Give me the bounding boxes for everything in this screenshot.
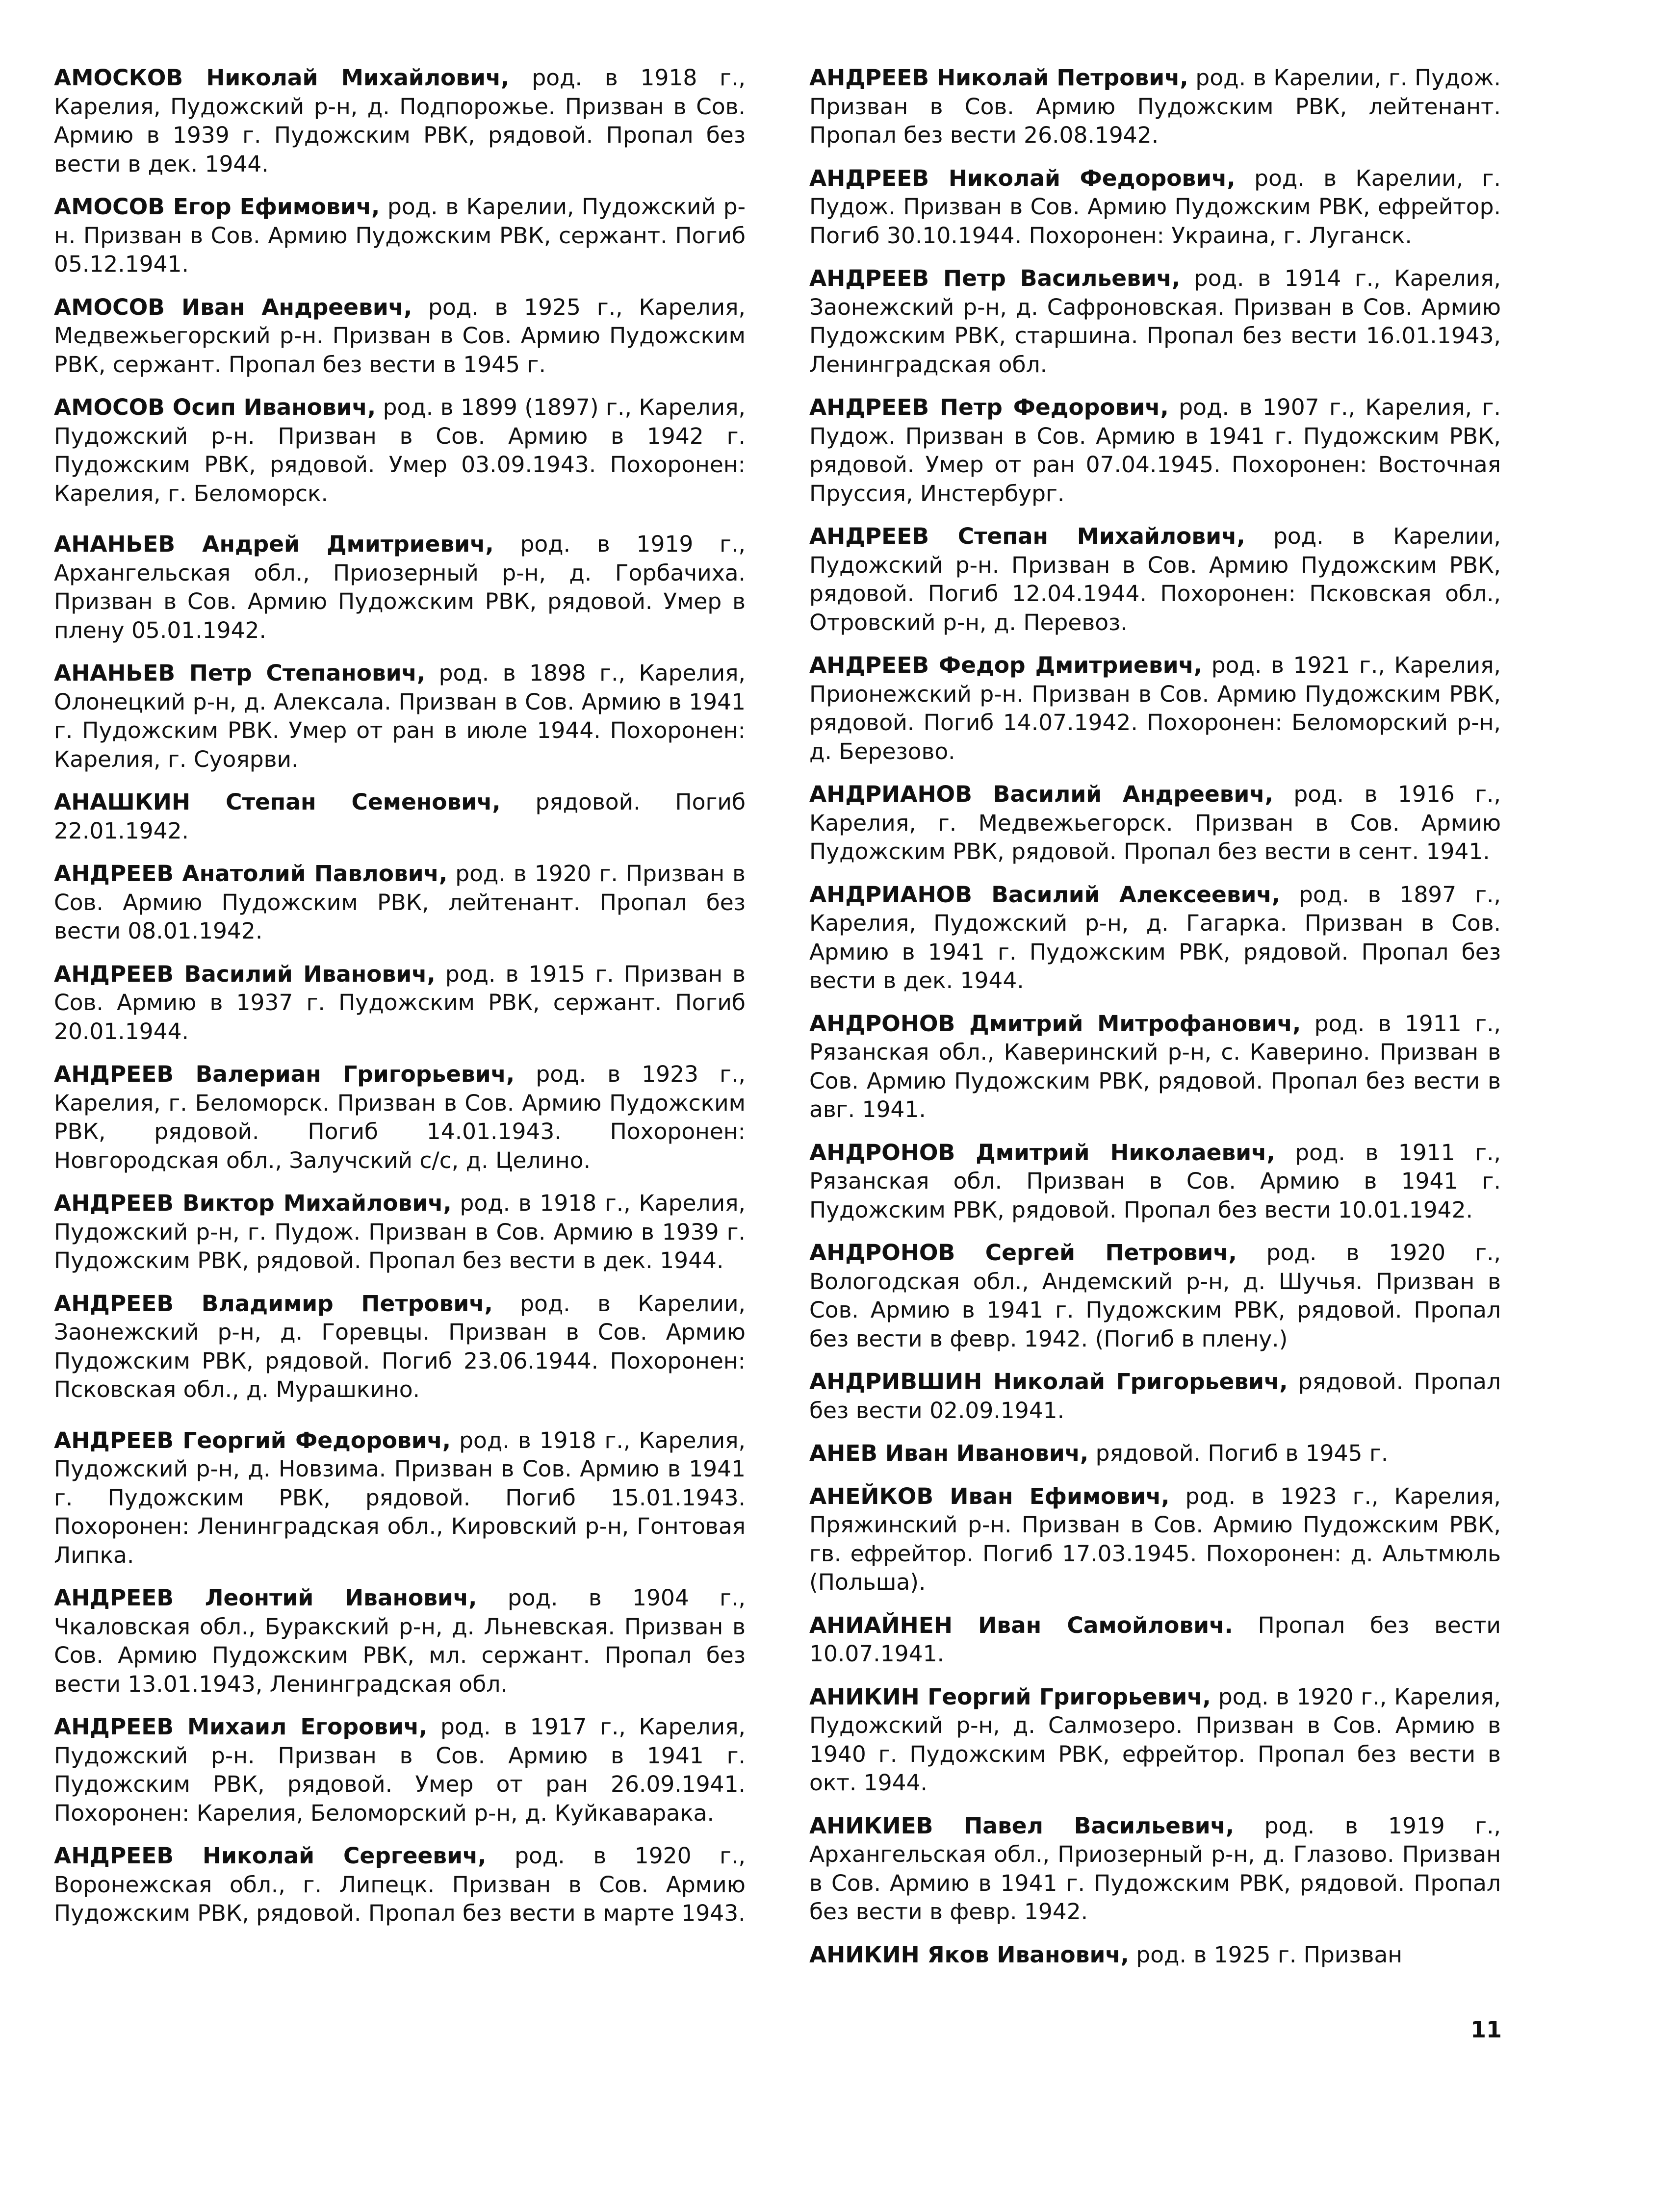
entry-text: Пропал без вести 10.07.1941. <box>809 1612 1501 1667</box>
entry-name: АНАНЬЕВ Петр Степанович, <box>54 660 426 686</box>
entry-name: АНЕЙКОВ Иван Ефимович, <box>809 1483 1170 1509</box>
entry-text: род. в 1918 г., Карелия, Пудожский р-н, г. Пудож. Призван в Сов. Армию в 1939 г. Пудожским РВК, рядовой. Пропал без вести в дек. 1944. <box>54 1190 746 1273</box>
entry-text: род. в Карелии, Пудожский р-н. Призван в Сов. Армию Пудожским РВК, рядовой. Погиб 12.04.1944. Похоронен: Псковская обл., Отровский р-н, д. Перевоз. <box>809 523 1501 636</box>
entry <box>809 1611 1501 1669</box>
entry-text: род. в 1919 г., Архангельская обл., Приозерный р-н, д. Глазово. Призван в Сов. Армию в 1941 г. Пудожским РВК, рядовой. Пропал без вести в февр. 1942. <box>809 1812 1501 1925</box>
entry <box>54 1060 746 1175</box>
entry <box>809 1683 1501 1798</box>
entry-name: АНДРЕЕВ Валериан Григорьевич, <box>54 1061 515 1087</box>
entry-text: род. в 1911 г., Рязанская обл., Каверинский р-н, с. Каверино. Призван в Сов. Армию Пудожским РВК, рядовой. Пропал без вести в авг. 1941. <box>809 1010 1501 1122</box>
entry <box>54 1290 746 1404</box>
entry-text: род. в 1918 г., Карелия, Пудожский р-н, д. Новзима. Призван в Сов. Армию в 1941 г. Пудожским РВК, рядовой. Погиб 15.01.1943. Похоронен: Ленинградская обл., Кировский р-н, Гонтовая Липка. <box>54 1427 746 1568</box>
entry-text: род. в 1920 г., Воронежская обл., г. Липецк. Призван в Сов. Армию Пудожским РВК, рядовой. Пропал без вести в марте 1943. <box>54 1843 746 1926</box>
entry-text: род. в 1925 г., Карелия, Медвежьегорский р-н. Призван в Сов. Армию Пудожским РВК, сержант. Пропал без вести в 1945 г. <box>54 294 746 378</box>
entry-text: род. в 1925 г. Призван <box>1129 1941 1403 1968</box>
entry-name: АНДРИВШИН Николай Григорьевич, <box>809 1369 1288 1395</box>
entry <box>809 1941 1501 1970</box>
entry <box>54 860 746 946</box>
entry <box>809 164 1501 251</box>
entry-text: род. в Карелии, г. Пудож. Призван в Сов. Армию Пудожским РВК, ефрейтор. Погиб 30.10.1944. Похоронен: Украина, г. Луганск. <box>809 165 1501 249</box>
entry-name: АНДРЕЕВ Михаил Егорович, <box>54 1714 428 1740</box>
entry-name: АНДРОНОВ Сергей Петрович, <box>809 1240 1237 1266</box>
entry-text: род. в 1898 г., Карелия, Олонецкий р-н, д. Алексала. Призван в Сов. Армию в 1941 г. Пудожским РВК. Умер от ран в июле 1944. Похоронен: Карелия, г. Суоярви. <box>54 660 746 772</box>
entry <box>54 960 746 1046</box>
entry-text: род. в 1914 г., Карелия, Заонежский р-н, д. Сафроновская. Призван в Сов. Армию Пудожским РВК, старшина. Пропал без вести 16.01.1943, Ленинградская обл. <box>809 265 1501 378</box>
entry <box>809 1139 1501 1225</box>
entry-name: АНИКИН Георгий Григорьевич, <box>809 1683 1211 1710</box>
entry <box>809 64 1501 150</box>
entry <box>54 193 746 279</box>
entry-text: род. в 1907 г., Карелия, г. Пудож. Призван в Сов. Армию в 1941 г. Пудожским РВК, рядовой. Умер от ран 07.04.1945. Похоронен: Восточная Пруссия, Инстербург. <box>809 394 1501 507</box>
entry-text: род. в 1915 г. Призван в Сов. Армию в 1937 г. Пудожским РВК, сержант. Погиб 20.01.1944. <box>54 961 746 1044</box>
entry-text: род. в 1923 г., Карелия, г. Беломорск. Призван в Сов. Армию Пудожским РВК, рядовой. Погиб 14.01.1943. Похоронен: Новгородская обл., Залучский с/с, д. Целино. <box>54 1061 746 1173</box>
entry-text: рядовой. Погиб 22.01.1942. <box>54 789 746 844</box>
entry <box>809 881 1501 995</box>
entry <box>809 264 1501 379</box>
entry <box>54 1713 746 1828</box>
entry-text: род. в 1899 (1897) г., Карелия, Пудожский р-н. Призван в Сов. Армию в 1942 г. Пудожским РВК, рядовой. Умер 03.09.1943. Похоронен: Карелия, г. Беломорск. <box>54 394 746 507</box>
entry <box>54 1189 746 1275</box>
entry-name: АНДРЕЕВ Петр Васильевич, <box>809 265 1181 291</box>
entry-name: АНЕВ Иван Иванович, <box>809 1440 1089 1466</box>
entry-text: род. в 1920 г., Вологодская обл., Андемский р-н, д. Шучья. Призван в Сов. Армию в 1941 г. Пудожским РВК, рядовой. Пропал без вести в февр. 1942. (Погиб в плену.) <box>809 1240 1501 1352</box>
entry <box>809 1482 1501 1597</box>
entry-name: АНАНЬЕВ Андрей Дмитриевич, <box>54 531 494 557</box>
entry-name: АНДРЕЕВ Степан Михайлович, <box>809 523 1245 549</box>
entry-text: род. в 1920 г. Призван в Сов. Армию Пудожским РВК, лейтенант. Пропал без вести 08.01.1942. <box>54 861 746 944</box>
entry-name: АНДРИАНОВ Василий Андреевич, <box>809 781 1273 807</box>
entry <box>54 1842 746 1928</box>
entry-name: АНДРЕЕВ Виктор Михайлович, <box>54 1190 452 1216</box>
left-column <box>54 64 746 1942</box>
entry-name: АНДРОНОВ Дмитрий Митрофанович, <box>809 1010 1301 1037</box>
entry <box>54 393 746 508</box>
entry-name: АНДРЕЕВ Петр Федорович, <box>809 394 1169 420</box>
entry-name: АМОСОВ Егор Ефимович, <box>54 194 380 220</box>
entry-text: род. в 1917 г., Карелия, Пудожский р-н. Призван в Сов. Армию в 1941 г. Пудожским РВК, рядовой. Умер от ран 26.09.1941. Похоронен: Карелия, Беломорский р-н, д. Куйкаварака. <box>54 1714 746 1826</box>
entry-text: род. в 1921 г., Карелия, Прионежский р-н. Призван в Сов. Армию Пудожским РВК, рядовой. Погиб 14.07.1942. Похоронен: Беломорский р-н, д. Березово. <box>809 652 1501 764</box>
entry-text: род. в 1916 г., Карелия, г. Медвежьегорск. Призван в Сов. Армию Пудожским РВК, рядовой. Пропал без вести в сент. 1941. <box>809 781 1501 864</box>
entry <box>809 1010 1501 1124</box>
entry-text: рядовой. Погиб в 1945 г. <box>1088 1440 1389 1466</box>
entry-name: АНДРЕЕВ Анатолий Павлович, <box>54 861 448 887</box>
entry-text: род. в 1919 г., Архангельская обл., Приозерный р-н, д. Горбачиха. Призван в Сов. Армию Пудожским РВК, рядовой. Умер в плену 05.01.1942. <box>54 531 746 643</box>
entry-name: АНДРЕЕВ Федор Дмитриевич, <box>809 652 1203 678</box>
entry <box>809 1812 1501 1927</box>
entry <box>809 651 1501 766</box>
entry <box>54 64 746 178</box>
entry-text: род. в 1918 г., Карелия, Пудожский р-н, д. Подпорожье. Призван в Сов. Армию в 1939 г. Пудожским РВК, рядовой. Пропал без вести в дек. 1944. <box>54 65 746 177</box>
entry-name: АНДРЕЕВ Владимир Петрович, <box>54 1290 493 1317</box>
entry-text: род. в Карелии, Пудожский р-н. Призван в Сов. Армию Пудожским РВК, сержант. Погиб 05.12.1941. <box>54 194 746 277</box>
entry <box>54 1584 746 1699</box>
entry <box>54 1426 746 1570</box>
entry-name: АНДРЕЕВ Георгий Федорович, <box>54 1427 451 1453</box>
entry-name: АНИАЙНЕН Иван Самойлович. <box>809 1612 1233 1638</box>
entry-text: род. в Карелии, Заонежский р-н, д. Горевцы. Призван в Сов. Армию Пудожским РВК, рядовой. Погиб 23.06.1944. Похоронен: Псковская обл., д. Мурашкино. <box>54 1290 746 1402</box>
entry-name: АНДРЕЕВ Николай Федорович, <box>809 165 1236 191</box>
entry-name: АМОСОВ Иван Андреевич, <box>54 294 412 320</box>
entry-name: АНДРЕЕВ Василий Иванович, <box>54 961 436 987</box>
entry <box>809 780 1501 866</box>
entry-name: АНДРОНОВ Дмитрий Николаевич, <box>809 1139 1275 1166</box>
entry <box>54 530 746 645</box>
entry <box>54 659 746 774</box>
entry-text: род. в 1911 г., Рязанская обл. Призван в Сов. Армию в 1941 г. Пудожским РВК, рядовой. Пропал без вести 10.01.1942. <box>809 1139 1501 1223</box>
entry-name: АМОСКОВ Николай Михайлович, <box>54 65 510 91</box>
entry-text: род. в 1923 г., Карелия, Пряжинский р-н. Призван в Сов. Армию Пудожским РВК, гв. ефрейтор. Погиб 17.03.1945. Похоронен: д. Альтмюль (Польша). <box>809 1483 1501 1595</box>
entry <box>809 1239 1501 1353</box>
entry <box>809 393 1501 508</box>
entry-text: род. в 1920 г., Карелия, Пудожский р-н, д. Салмозеро. Призван в Сов. Армию в 1940 г. Пудожским РВК, ефрейтор. Пропал без вести в окт. 1944. <box>809 1683 1501 1796</box>
entry-name: АМОСОВ Осип Иванович, <box>54 394 376 420</box>
right-column <box>809 64 1501 1983</box>
entry-name: АНИКИЕВ Павел Васильевич, <box>809 1812 1235 1839</box>
entry-name: АНАШКИН Степан Семенович, <box>54 789 501 815</box>
entry <box>809 522 1501 637</box>
entry <box>54 788 746 845</box>
entry-name: АНИКИН Яков Иванович, <box>809 1941 1129 1968</box>
entry-name: АНДРИАНОВ Василий Алексеевич, <box>809 881 1281 908</box>
page-number: 11 <box>1470 2016 1502 2043</box>
entry-text: рядовой. Пропал без вести 02.09.1941. <box>809 1369 1501 1424</box>
entry-name: АНДРЕЕВ Николай Петрович, <box>809 65 1188 91</box>
entry-name: АНДРЕЕВ Николай Сергеевич, <box>54 1843 487 1869</box>
entry <box>809 1439 1501 1468</box>
entry-text: род. в 1897 г., Карелия, Пудожский р-н, д. Гагарка. Призван в Сов. Армию в 1941 г. Пудожским РВК, рядовой. Пропал без вести в дек. 1944. <box>809 881 1501 993</box>
entry-text: род. в Карелии, г. Пудож. Призван в Сов. Армию Пудожским РВК, лейтенант. Пропал без вести 26.08.1942. <box>809 65 1501 148</box>
entry <box>809 1368 1501 1425</box>
entry <box>54 293 746 380</box>
entry-name: АНДРЕЕВ Леонтий Иванович, <box>54 1585 477 1611</box>
entry-text: род. в 1904 г., Чкаловская обл., Буракский р-н, д. Льневская. Призван в Сов. Армию Пудожским РВК, мл. сержант. Пропал без вести 13.01.1943, Ленинградская обл. <box>54 1585 746 1697</box>
